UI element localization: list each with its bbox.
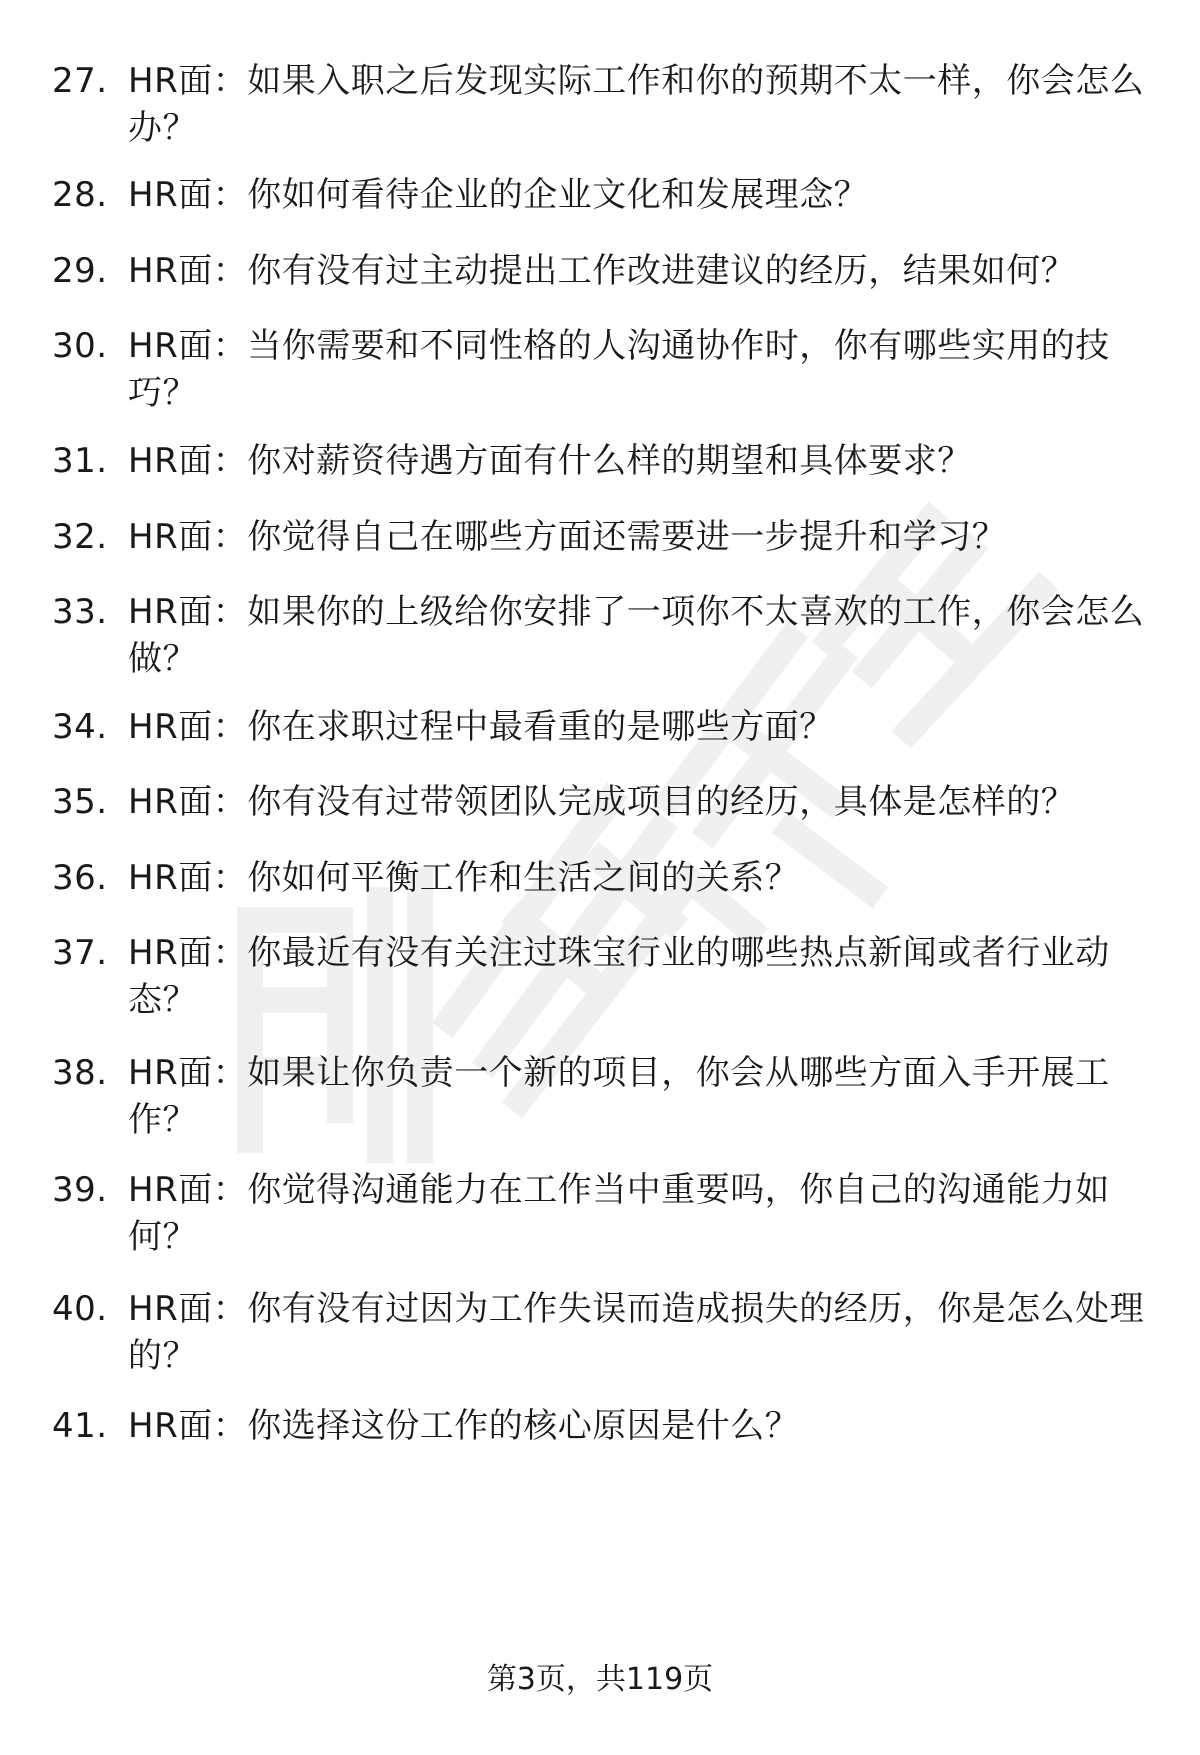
question-number: 31. — [52, 441, 108, 481]
question-text: HR面：你有没有过主动提出工作改进建议的经历，结果如何？ — [128, 251, 1076, 291]
question-number: 28. — [52, 175, 108, 215]
question-text: HR面：你觉得自己在哪些方面还需要进一步提升和学习？ — [128, 517, 1007, 557]
question-text: HR面：你最近有没有关注过珠宝行业的哪些热点新闻或者行业动态？ — [128, 933, 1110, 1020]
question-number: 29. — [52, 251, 108, 291]
question-text: HR面：你有没有过因为工作失误而造成损失的经历，你是怎么处理的？ — [128, 1289, 1145, 1376]
question-number: 40. — [52, 1289, 108, 1329]
question-number: 41. — [52, 1406, 108, 1446]
question-text: HR面：如果入职之后发现实际工作和你的预期不太一样，你会怎么办？ — [128, 61, 1145, 148]
question-number: 36. — [52, 858, 108, 898]
question-number: 33. — [52, 592, 108, 632]
question-text: HR面：你如何平衡工作和生活之间的关系？ — [128, 858, 800, 898]
question-text: HR面：你对薪资待遇方面有什么样的期望和具体要求？ — [128, 441, 972, 481]
question-number: 27. — [52, 61, 108, 101]
question-text: HR面：你如何看待企业的企业文化和发展理念？ — [128, 175, 869, 215]
question-number: 38. — [52, 1053, 108, 1093]
question-number: 35. — [52, 782, 108, 822]
question-text: HR面：当你需要和不同性格的人沟通协作时，你有哪些实用的技巧？ — [128, 326, 1110, 413]
question-text: HR面：如果让你负责一个新的项目，你会从哪些方面入手开展工作？ — [128, 1053, 1110, 1140]
question-number: 32. — [52, 517, 108, 557]
question-text: HR面：你在求职过程中最看重的是哪些方面？ — [128, 707, 834, 747]
question-number: 37. — [52, 933, 108, 973]
question-text: HR面：你有没有过带领团队完成项目的经历，具体是怎样的？ — [128, 782, 1076, 822]
page-footer — [0, 1660, 1200, 1700]
question-text: HR面：如果你的上级给你安排了一项你不太喜欢的工作，你会怎么做？ — [128, 592, 1145, 679]
question-number: 34. — [52, 707, 108, 747]
question-text: HR面：你选择这份工作的核心原因是什么？ — [128, 1406, 800, 1446]
question-text: HR面：你觉得沟通能力在工作当中重要吗，你自己的沟通能力如何？ — [128, 1170, 1110, 1257]
page-indicator: 第3页，共119页 — [486, 1662, 714, 1697]
question-number: 30. — [52, 326, 108, 366]
question-number: 39. — [52, 1170, 108, 1210]
